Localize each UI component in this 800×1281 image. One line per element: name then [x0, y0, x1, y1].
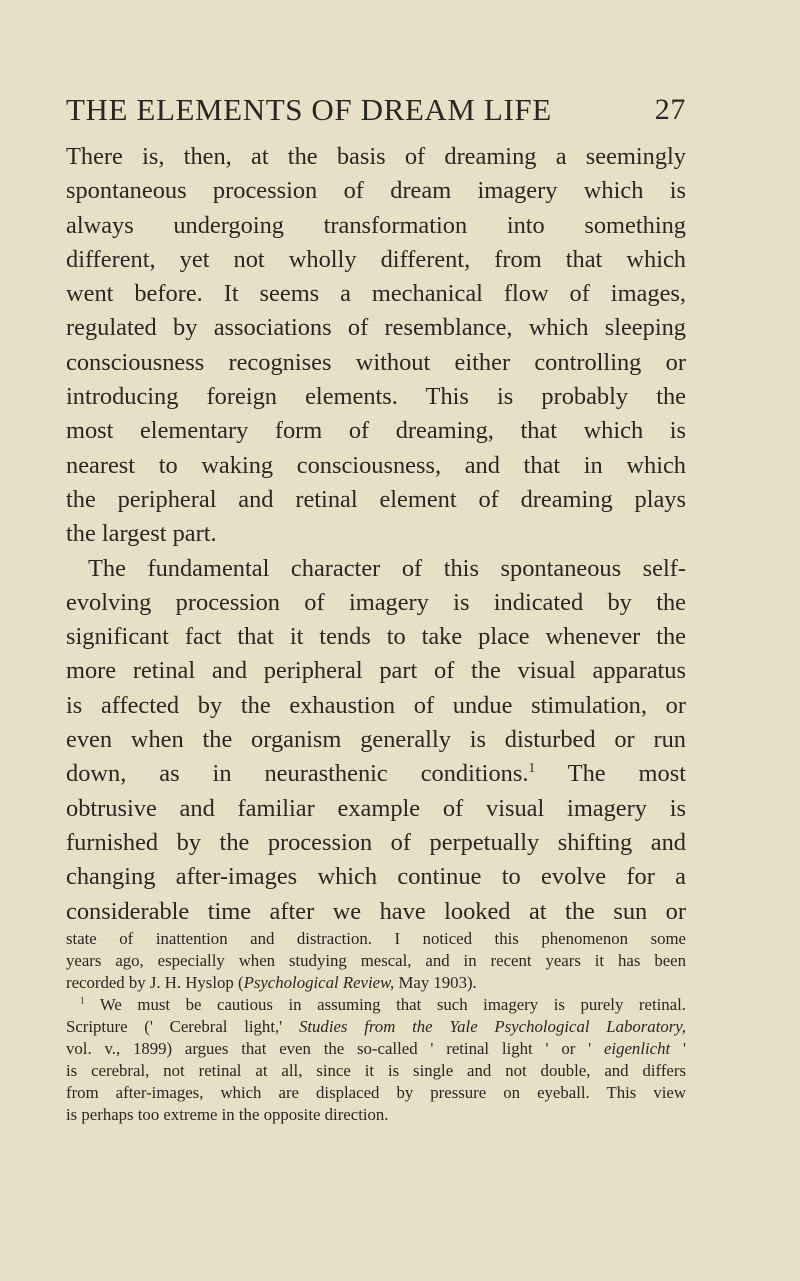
- footnote-reference: 1: [528, 760, 536, 776]
- text-line: even when the organism generally is disturbed or run: [66, 726, 686, 754]
- text-line: nearest to waking consciousness, and that in which: [66, 451, 686, 479]
- text-line: different, yet not wholly different, from that which: [66, 245, 686, 273]
- text-segment: recorded by J. H. Hyslop (: [66, 973, 244, 992]
- page-number: 27: [654, 93, 686, 126]
- text-line: [66, 757, 686, 791]
- journal-title: Psychological Review,: [243, 973, 395, 992]
- text-line: spontaneous procession of dream imagery which is: [66, 177, 686, 205]
- text-segment: Scripture (' Cerebral light,': [66, 1017, 299, 1036]
- text-line: obtrusive and familiar example of visual imagery is: [66, 794, 686, 822]
- journal-title: Studies from the Yale Psychological Laboratory,: [298, 1017, 686, 1036]
- text-segment: We must be cautious in assuming that such imagery is purely retinal.: [84, 995, 686, 1014]
- footnote-line: is cerebral, not retinal at all, since it is single and not double, and differs: [66, 1061, 686, 1080]
- text-line: consciousness recognises without either controlling or: [66, 348, 686, 376]
- text-line: is affected by the exhaustion of undue stimulation, or: [66, 691, 686, 719]
- running-header: [66, 92, 686, 128]
- text-line: The fundamental character of this spontaneous self-: [88, 554, 686, 582]
- text-line: most elementary form of dreaming, that which is: [66, 417, 686, 445]
- text-line: regulated by associations of resemblance, which sleeping: [66, 314, 686, 342]
- footnote-line: state of inattention and distraction. I noticed this phenomenon some: [66, 929, 686, 948]
- german-term: eigenlicht: [603, 1039, 671, 1058]
- text-line: considerable time after we have looked at the sun or: [66, 897, 686, 925]
- text-segment: vol. v., 1899) argues that even the so-called ' retinal light ' or ': [66, 1039, 592, 1058]
- text-line: the largest part.: [66, 520, 217, 548]
- text-line: more retinal and peripheral part of the visual apparatus: [66, 657, 686, 685]
- footnote-line: years ago, especially when studying mescal, and in recent years it has been: [66, 951, 686, 970]
- text-segment: May 1903).: [394, 973, 477, 992]
- footnote-line: [66, 994, 686, 1016]
- footnote-line: from after-images, which are displaced by pressure on eyeball. This view: [66, 1083, 686, 1102]
- text-line: furnished by the procession of perpetually shifting and: [66, 828, 686, 856]
- chapter-title: THE ELEMENTS OF DREAM LIFE: [66, 92, 552, 127]
- text-line: went before. It seems a mechanical flow of images,: [66, 280, 686, 308]
- text-line: There is, then, at the basis of dreaming a seemingly: [66, 143, 686, 170]
- footnote-line: is perhaps too extreme in the opposite direction.: [66, 1105, 389, 1124]
- footnote-line: [66, 1016, 686, 1038]
- text-line: significant fact that it tends to take place whenever the: [66, 623, 686, 651]
- footnote-line: [66, 972, 686, 994]
- footnote-mark: 1: [80, 995, 85, 1006]
- footnotes: [66, 928, 686, 1126]
- text-line: always undergoing transformation into something: [66, 211, 686, 239]
- text-line: evolving procession of imagery is indicated by the: [66, 588, 686, 616]
- text-segment: The most: [535, 760, 686, 788]
- footnote-line: [66, 1038, 686, 1060]
- main-text: [66, 140, 686, 929]
- text-segment: down, as in neurasthenic conditions.: [66, 760, 529, 788]
- text-segment: ': [670, 1039, 686, 1058]
- text-line: introducing foreign elements. This is probably the: [66, 383, 686, 411]
- text-line: the peripheral and retinal element of dreaming plays: [66, 485, 686, 513]
- text-line: changing after-images which continue to evolve for a: [66, 863, 686, 891]
